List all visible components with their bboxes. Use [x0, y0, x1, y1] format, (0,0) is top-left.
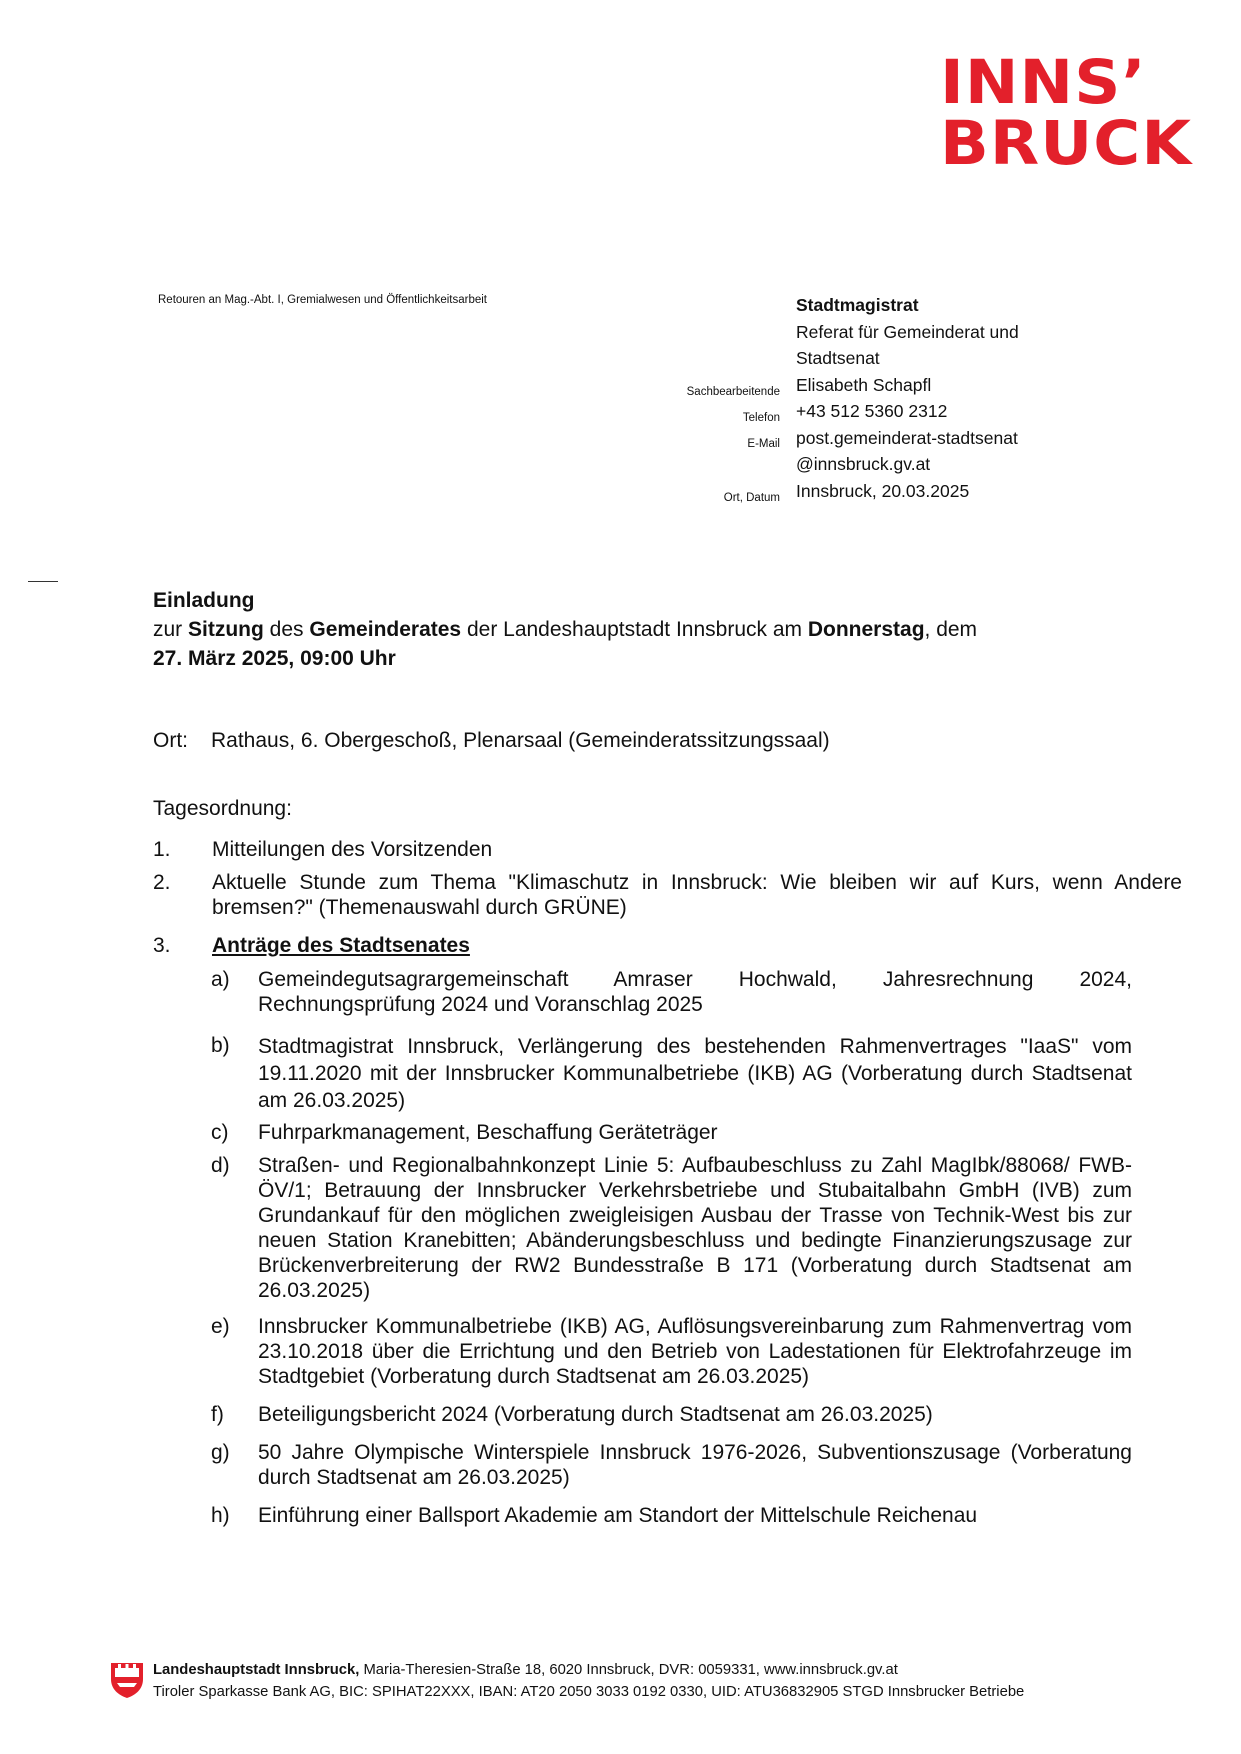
- invitation-line: zur Sitzung des Gemeinderates der Landeshauptstadt Innsbruck am Donnerstag, dem: [153, 618, 978, 641]
- return-address: Retouren an Mag.-Abt. I, Gremialwesen und Öffentlichkeitsarbeit: [158, 294, 487, 306]
- sender-org: Stadtmagistrat: [796, 295, 919, 315]
- footer-address: Maria-Theresien-Straße 18, 6020 Innsbruck, DVR: 0059331, www.innsbruck.gv.at: [359, 1662, 898, 1678]
- sender-dept-2: Stadtsenat: [796, 348, 880, 368]
- sender-email-1: post.gemeinderat-stadtsenat: [796, 427, 1018, 448]
- sender-clerk: Elisabeth Schapfl: [796, 374, 932, 395]
- innsbruck-logo: [940, 47, 1193, 179]
- label-phone: Telefon: [742, 412, 780, 424]
- footer-line-1: [153, 1660, 1024, 1682]
- logo-line-1: INNS’: [940, 47, 1147, 118]
- sender-block: [796, 292, 1086, 504]
- agenda-heading: Tagesordnung:: [153, 797, 292, 820]
- footer: [153, 1660, 1024, 1703]
- invitation-date: 27. März 2025, 09:00 Uhr: [153, 647, 396, 670]
- invitation-title: [153, 586, 1103, 673]
- location-label: Ort:: [153, 729, 188, 752]
- location-value: Rathaus, 6. Obergeschoß, Plenarsaal (Gemeinderatssitzungssaal): [211, 729, 830, 752]
- footer-bank: Tiroler Sparkasse Bank AG, BIC: SPIHAT22XXX, IBAN: AT20 2050 3033 0192 0330, UID: ATU36832905 STGD Innsbrucker Betriebe: [153, 1683, 1025, 1700]
- label-email: E-Mail: [747, 438, 780, 450]
- fold-mark: [28, 581, 58, 582]
- sender-dept-1: Referat für Gemeinderat und: [796, 321, 1019, 342]
- label-place-date: Ort, Datum: [723, 492, 780, 504]
- label-clerk: Sachbearbeitende: [686, 386, 780, 398]
- city-crest-icon: [110, 1661, 144, 1699]
- footer-name: Landeshauptstadt Innsbruck,: [153, 1662, 360, 1678]
- sender-phone: +43 512 5360 2312: [796, 401, 948, 421]
- invitation-heading: Einladung: [153, 589, 255, 612]
- sender-email-2: @innsbruck.gv.at: [796, 454, 931, 474]
- logo-line-2: BRUCK: [940, 108, 1193, 179]
- sender-place-date: Innsbruck, 20.03.2025: [796, 480, 970, 501]
- location: [153, 729, 830, 753]
